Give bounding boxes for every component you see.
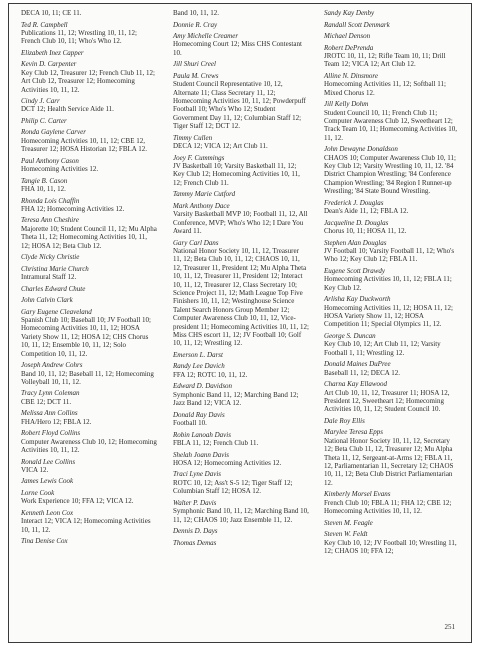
senior-entry [21, 97, 157, 114]
senior-entry [21, 409, 157, 426]
senior-name: Dennis D. Days [173, 527, 218, 536]
senior-entry [324, 519, 460, 527]
senior-activities: Homecoming Activities 10, 11, 12; CBE 12, Treasurer 12; HOSA Historian 12; FBLA 12. [21, 136, 147, 154]
senior-activities: Spanish Club 10; Baseball 10; JV Football 10; Homecoming Activities 10, 11, 12; HOSA Variety Show 11, 12; HOSA 12; CHS Chorus 10, 11, 12; Ensemble 10, 11, 12; Solo Competition 10, 11, 12. [21, 316, 151, 358]
senior-name: James Lewis Cook [21, 477, 74, 486]
senior-name: Kenneth Leon Cox [21, 508, 74, 517]
senior-activities: Key Club 12, Treasurer 12; French Club 11, 12; Art Club 12, Treasurer 12; Homecoming Activities 10, 11, 12. [21, 68, 155, 94]
senior-name: Tracy Lynn Coleman [21, 389, 80, 398]
senior-entry [324, 490, 460, 515]
senior-activities: CHAOS 10; Computer Awareness Club 10, 11; Key Club 12; Varsity Wrestling 10, 11, 12. '84 District Champion Wrestling; '84 Conference Champion Wrestling; '84 Region I Runner-up Wrestling; '84 State Bound Wrestling. [324, 153, 456, 196]
senior-name: John Dewayne Donaldson [324, 145, 398, 154]
senior-name: Walter P. Davis [173, 498, 217, 507]
senior-entry [324, 239, 460, 264]
senior-entry [173, 72, 309, 131]
senior-entry [173, 362, 309, 379]
senior-activities: Dean's Aide 11, 12; FBLA 12. [324, 207, 409, 216]
senior-name: Tina Denise Cox [21, 537, 68, 546]
senior-name: Donald Maines DuPree [324, 360, 391, 369]
senior-entry [324, 145, 460, 195]
senior-entry [21, 128, 157, 153]
senior-name: Steven W. Feldt [324, 530, 368, 539]
senior-name: Ted R. Campbell [21, 20, 68, 29]
senior-entry [173, 499, 309, 524]
senior-entry [173, 470, 309, 495]
senior-activities: Homecoming Activities 11, 12; Softball 11; Mixed Chorus 12. [324, 80, 446, 97]
senior-activities: Varsity Basketball MVP 10; Football 11, 12, All Conference, MVP; Who's Who 12; I Dare You Award 11. [173, 210, 308, 236]
senior-entry [21, 509, 157, 534]
senior-name: George S. Duncan [324, 331, 376, 340]
senior-entry [173, 239, 309, 348]
senior-entry [21, 265, 157, 282]
senior-entry [324, 295, 460, 329]
senior-entry [324, 360, 460, 377]
senior-activities: Homecoming Court 12; Miss CHS Contestant 10. [173, 40, 302, 57]
senior-entry [324, 9, 460, 17]
senior-activities: FHA 10, 11, 12. [21, 185, 66, 194]
senior-name: Kimberly Morsel Evans [324, 490, 391, 499]
page-number: 251 [444, 623, 455, 631]
senior-entry [173, 539, 309, 547]
senior-entry [21, 458, 157, 475]
senior-activities: FHA 12; Homecoming Activities 12. [21, 204, 125, 213]
senior-activities: Computer Awareness Club 10, 12; Homecoming Activities 10, 11, 12. [21, 437, 157, 455]
senior-entry [173, 351, 309, 359]
senior-activities: JROTC 10, 11, 12; Rifle Team 10, 11; Drill Team 12; VICA 12; Art Club 12. [324, 51, 446, 69]
senior-name: Robert DePrenda [324, 43, 374, 52]
senior-activities: Art Club 10, 11, 12, Treasurer 11; HOSA 12, President 12, Sweetheart 12; Homecoming Activities 10, 11, 12; Student Council 10. [324, 388, 450, 414]
senior-name: Amy Michelle Creamer [173, 32, 239, 40]
senior-entry [173, 431, 309, 448]
senior-name: Donald Ray Davis [173, 410, 225, 419]
senior-entry [173, 134, 309, 151]
senior-entry [21, 308, 157, 358]
senior-entry [173, 190, 309, 198]
senior-name: Thomas Demas [173, 538, 217, 547]
senior-name: Mark Anthony Dace [173, 201, 230, 210]
senior-activities: HOSA 12; Homecoming Activities 12. [173, 458, 282, 467]
senior-name: Stephen Alan Douglas [324, 238, 387, 247]
senior-entry [21, 361, 157, 386]
senior-name: Gary Eugene Cleaveland [21, 307, 92, 316]
senior-name: Dale Roy Ellis [324, 416, 365, 425]
senior-name: Frederick J. Douglas [324, 198, 384, 207]
senior-name: Charna Kay Ellawood [324, 380, 388, 389]
column-middle [173, 9, 309, 550]
senior-entry [21, 296, 157, 304]
senior-name: Paul Anthony Cason [21, 156, 79, 165]
senior-entry [21, 537, 157, 545]
senior-activities: National Honor Society 10, 11, 12, Secretary 12; Beta Club 11, 12, Treasurer 12; Mu Alpha Theta 11, 12, Sergeant-at-Arms 12; FBLA 11, 12, Parliamentarian 11, Secretary 12; CHAOS 10, 11, 12; Beta Club District Parliamentarian 12. [324, 436, 454, 487]
senior-name: Arlisha Kay Duckworth [324, 295, 391, 304]
senior-entry [324, 100, 460, 142]
senior-activities: Intramural Staff 12. [21, 273, 77, 282]
senior-activities: FHA/Hero 12; FBLA 12. [21, 417, 92, 426]
senior-entry [21, 429, 157, 454]
senior-name: Robert Floyd Collins [21, 429, 81, 438]
senior-entry [173, 9, 309, 17]
senior-entry [324, 21, 460, 29]
senior-name: Cindy J. Carr [21, 97, 60, 106]
senior-entry [173, 21, 309, 29]
senior-activities: Baseball 11, 12; DECA 12. [324, 368, 400, 377]
senior-name: Eugene Scott Drawdy [324, 266, 386, 275]
senior-entry [324, 219, 460, 236]
senior-name: Steven M. Feagle [324, 518, 373, 527]
senior-activities: Homecoming Activities 10, 11, 12; FBLA 11; Key Club 12. [324, 275, 452, 292]
senior-name: John Calvin Clark [21, 296, 73, 305]
column-right [324, 9, 460, 558]
senior-name: Joseph Andrew Cohrs [21, 361, 83, 370]
senior-activities: Chorus 10, 11; HOSA 11, 12. [324, 227, 407, 236]
senior-entry [324, 428, 460, 487]
senior-activities: VICA 12. [21, 465, 49, 474]
senior-entry [21, 49, 157, 57]
senior-name: Elizabeth Inez Capper [21, 48, 84, 57]
senior-activities: DECA 10, 11; CE 11. [21, 9, 82, 17]
senior-name: Clyde Nicky Christie [21, 253, 80, 262]
senior-name: Jill Kelly Dohm [324, 100, 369, 109]
senior-activities: Student Council Representative 10, 12, Alternate 11; Class Secretary 11, 12; Homecoming Activities 10, 11, 12; Powderpuff Football 10; Who's Who 12; Student Government Day 11, 12; Columbian Staff 12; Tiger Staff 12; DCT 12. [173, 80, 306, 131]
senior-activities: Band 10, 11, 12; Baseball 11, 12; Homecoming Volleyball 10, 11, 12. [21, 369, 154, 386]
senior-name: Ronald Lee Collins [21, 457, 76, 466]
senior-name: Lorne Cook [21, 488, 55, 497]
senior-activities: ROTC 10, 12; Ass't S-5 12; Tiger Staff 12; Columbian Staff 12; HOSA 12. [173, 478, 293, 496]
senior-entry [21, 60, 157, 94]
senior-entry [173, 32, 309, 57]
senior-activities: FBLA 11, 12; French Club 11. [173, 439, 259, 447]
column-left [21, 9, 157, 549]
senior-name: Randy Lee Davich [173, 362, 225, 371]
senior-entry [21, 157, 157, 174]
senior-name: Paula M. Crews [173, 71, 219, 80]
senior-name: Charles Edward Chute [21, 284, 86, 293]
senior-activities: Publications 11, 12; Wrestling 10, 11, 12; French Club 10, 11; Who's Who 12. [21, 28, 137, 46]
senior-name: Teresa Ann Cheshire [21, 216, 79, 225]
senior-name: Michael Denson [324, 32, 371, 40]
senior-activities: Homecoming Activities 11, 12; HOSA 11, 12; HOSA Variety Show 11, 12; HOSA Competition 11; Special Olympics 11, 12. [324, 303, 453, 329]
senior-name: Melissa Ann Collins [21, 409, 78, 418]
senior-activities: JV Football 10; Varsity Football 11, 12; Who's Who 12; Key Club 12; FBLA 11. [324, 247, 455, 264]
senior-entry [324, 417, 460, 425]
senior-entry [21, 216, 157, 250]
senior-name: Ronda Gaylene Carver [21, 128, 86, 137]
senior-entry [173, 382, 309, 407]
senior-name: Tammy Marie Cutford [173, 190, 236, 199]
senior-activities: Symphonic Band 11, 12; Marching Band 12; Jazz Band 12; VICA 12. [173, 390, 299, 408]
senior-entry [173, 202, 309, 236]
senior-entry [324, 44, 460, 69]
senior-entry [21, 21, 157, 46]
senior-name: Philip C. Carter [21, 116, 67, 125]
senior-entry [173, 60, 309, 68]
senior-entry [324, 380, 460, 414]
senior-entry [21, 197, 157, 214]
senior-name: Tangie B. Cason [21, 176, 68, 185]
senior-entry [173, 527, 309, 535]
senior-name: Robin Lanoah Davis [173, 430, 231, 439]
yearbook-page [8, 3, 472, 643]
senior-entry [21, 177, 157, 194]
senior-name: Marylee Teresa Epps [324, 428, 383, 437]
senior-entry [21, 489, 157, 506]
senior-entry [324, 530, 460, 555]
senior-name: Randall Scott Denmark [324, 20, 390, 29]
senior-activities: DECA 12; VICA 12; Art Club 11. [173, 142, 268, 151]
senior-name: Alline N. Dinsmore [324, 71, 378, 80]
senior-entry [21, 117, 157, 125]
senior-activities: Student Council 10, 11; French Club 11; Computer Awareness Club 12, Sweetheart 12; Track Team 10, 11; Homecoming Activities 10, 11, 12. [324, 108, 458, 142]
senior-activities: DCT 12; Health Service Aide 11. [21, 105, 114, 114]
senior-activities: Band 10, 11, 12. [173, 9, 220, 17]
senior-entry [324, 32, 460, 40]
senior-activities: Interact 12; VICA 12; Homecoming Activities 10, 11, 12. [21, 517, 151, 534]
senior-name: Rhonda Lois Chaffin [21, 196, 80, 205]
senior-name: Timmy Cullen [173, 133, 213, 142]
senior-entry [173, 154, 309, 188]
senior-name: Jacqueline D. Douglas [324, 218, 389, 227]
senior-entry [324, 72, 460, 97]
senior-entry [324, 332, 460, 357]
senior-entry [21, 9, 157, 17]
senior-name: Christina Marie Church [21, 264, 89, 273]
senior-activities: Symphonic Band 10, 11, 12; Marching Band 10, 11, 12; CHAOS 10; Jazz Ensemble 11, 12. [173, 507, 309, 524]
senior-activities: Majorette 10; Student Council 11, 12; Mu Alpha Theta 11, 12; Homecoming Activities 10, 11, 12; HOSA 12; Beta Club 12. [21, 224, 157, 250]
senior-name: Donnie R. Cray [173, 20, 218, 29]
senior-name: Joey F. Cummings [173, 153, 225, 162]
senior-activities: CBE 12; DCT 11. [21, 397, 72, 406]
senior-activities: Work Experience 10; FFA 12; VICA 12. [21, 497, 134, 506]
senior-entry [324, 199, 460, 216]
senior-entry [21, 477, 157, 485]
senior-name: Kevin D. Carpenter [21, 60, 77, 69]
senior-entry [173, 411, 309, 428]
senior-entry [173, 451, 309, 468]
senior-name: Edward D. Davidson [173, 382, 233, 391]
senior-activities: National Honor Society 10, 11, 12, Treasurer 11, 12; Beta Club 10, 11, 12; CHAOS 10, 11, 12, Treasurer 11, President 12; Mu Alpha Theta 10, 11, 12, Treasurer 11, President 12; Interact 10, 11, 12, Treasurer 12, Class Secretary 10; Science Project 11, 12; Math League Top Five Finishers 10, 11, 12; Westinghouse Science Talent Search Honors Group Member 12; Computer Awareness Club 10, 11, 12, Vice-president 11; Homecoming Activities 10, 11, 12; Miss CHS escort 11, 12; JV Football 10; Golf 10, 11, 12; Wrestling 12. [173, 247, 309, 348]
senior-activities: JV Basketball 10; Varsity Basketball 11, 12; Key Club 12; Homecoming Activities 10, 11, 12; French Club 11. [173, 162, 300, 187]
senior-name: Gary Carl Dans [173, 238, 219, 247]
senior-name: Shelah Joann Davis [173, 450, 229, 459]
senior-name: Traci Lyne Davis [173, 470, 222, 479]
senior-name: Emerson L. Darst [173, 350, 223, 359]
senior-activities: FFA 12; ROTC 10, 11, 12. [173, 370, 248, 379]
senior-activities: French Club 10; FBLA 11; FHA 12; CBE 12; Homecoming Activities 10, 11, 12. [324, 498, 452, 516]
senior-entry [324, 267, 460, 292]
senior-name: Jill Shuri Creel [173, 60, 216, 69]
senior-activities: Key Club 10, 12; Art Club 11, 12; Varsity Football 1, 11; Wrestling 12. [324, 340, 441, 357]
senior-entry [21, 285, 157, 293]
senior-entry [21, 389, 157, 406]
senior-activities: Football 10. [173, 419, 207, 428]
senior-activities: Homecoming Activities 12. [21, 165, 99, 174]
senior-name: Sandy Kay Denby [324, 9, 375, 17]
senior-activities: Key Club 10, 12; JV Football 10; Wrestling 11, 12; CHAOS 10; FFA 12; [324, 538, 457, 555]
senior-entry [21, 253, 157, 261]
